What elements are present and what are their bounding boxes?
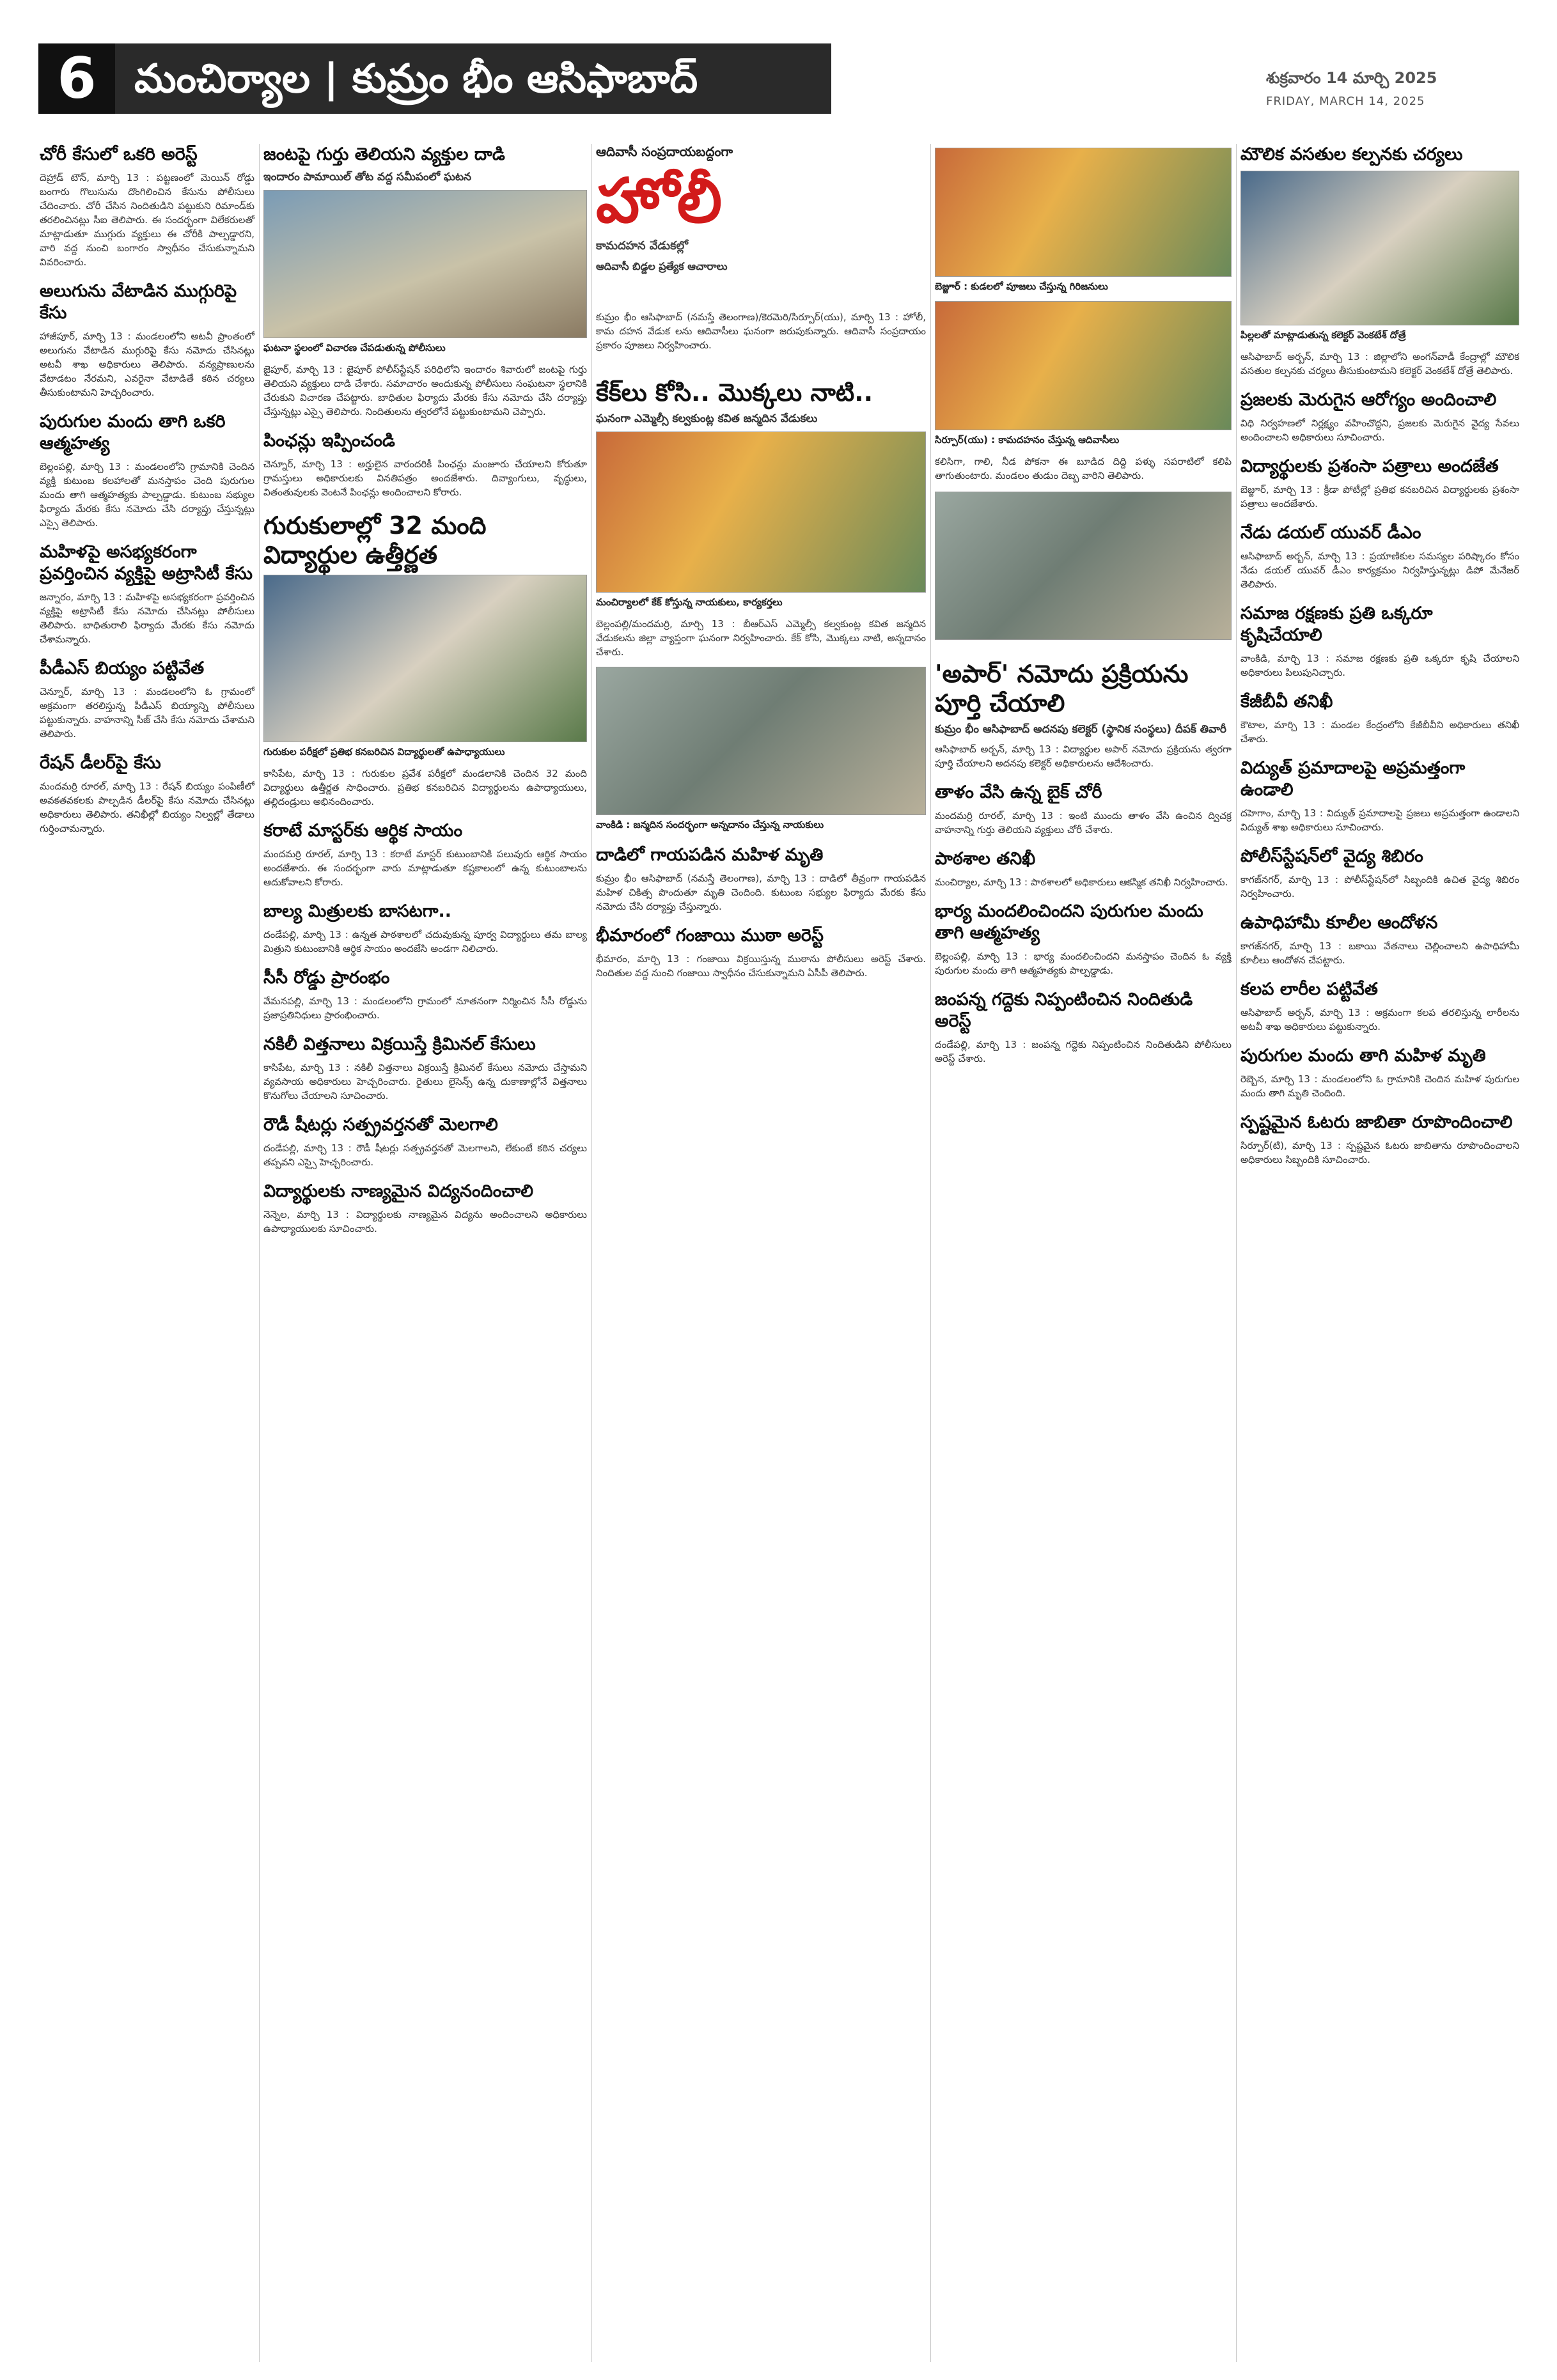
article-headline: బాల్య మిత్రులకు బాసటగా.. bbox=[263, 901, 452, 921]
column-divider bbox=[259, 144, 260, 2362]
article-body: కాసిపేట, మార్చి 13 : నకిలీ విత్తనాలు విక్రయిస్తే క్రిమినల్ కేసులు నమోదు చేస్తామని వ్యవసాయ అధికారులు హెచ్చరించారు. రైతులు లైసెన్స్ ఉన్న దుకాణాల్లోనే విత్తనాలు కొనుగోలు చేయాలని సూచించారు. bbox=[263, 1062, 587, 1101]
article-headline: పురుగుల మందు తాగి ఒకరి ఆత్మహత్య bbox=[40, 412, 226, 453]
article-headline: స్పష్టమైన ఓటరు జాబితా రూపొందించాలి bbox=[1240, 1112, 1513, 1132]
article-headline: నకిలీ విత్తనాలు విక్రయిస్తే క్రిమినల్ కేసులు bbox=[263, 1034, 536, 1054]
article-body: జైపూర్, మార్చి 13 : జైపూర్ పోలీస్‌స్టేషన్ పరిధిలోని ఇందారం శివారులో జంటపై గుర్తు తెలియని వ్యక్తులు దాడి చేశారు. సమాచారం అందుకున్న పోలీసులు సంఘటనా స్థలానికి చేరుకుని విచారణ చేపట్టారు. బాధితుల ఫిర్యాదు మేరకు కేసు నమోదు చేసి దర్యాప్తు చేస్తున్నట్లు ఎస్సై తెలిపారు. నిందితులను త్వరలోనే పట్టుకుంటామని చెప్పారు. bbox=[263, 364, 587, 417]
article-headline: చోరీ కేసులో ఒకరి అరెస్ట్ bbox=[40, 144, 198, 164]
news-photo bbox=[935, 492, 1232, 640]
holi-title: హోలీ bbox=[596, 165, 723, 237]
column-divider bbox=[591, 144, 592, 2362]
article-body: మందమర్రి రూరల్, మార్చి 13 : ఇంటి ముందు తాళం వేసి ఉంచిన ద్విచక్ర వాహనాన్ని గుర్తు తెలియని వ్యక్తులు చోరీ చేశారు. bbox=[935, 810, 1232, 836]
article bbox=[1240, 456, 1519, 511]
article bbox=[40, 144, 254, 269]
article-body: బెల్లంపల్లి, మార్చి 13 : మండలంలోని గ్రామానికి చెందిన వ్యక్తి కుటుంబ కలహాలతో మనస్తాపం చెంది పురుగుల మందు తాగి ఆత్మహత్యకు పాల్పడ్డాడు. కుటుంబ సభ్యుల ఫిర్యాదు మేరకు కేసు నమోదు చేసి దర్యాప్తు చేస్తున్నట్లు ఎస్సై తెలిపారు. bbox=[40, 461, 254, 529]
holi-note: ఆదివాసీ బిడ్డల ప్రత్యేక ఆచారాలు bbox=[596, 260, 728, 272]
article-kicker: కుమ్రం భీం ఆసిఫాబాద్ అదనపు కలెక్టర్ (స్థానిక సంస్థలు) దీపక్ తివారీ bbox=[935, 723, 1226, 736]
article-body: హాజీపూర్, మార్చి 13 : మండలంలోని అటవీ ప్రాంతంలో అలుగును వేటాడిన ముగ్గురిపై కేసు నమోదు చేసినట్లు అటవీ శాఖ అధికారులు తెలిపారు. వన్యప్రాణులను వేటాడటం నేరమని, ఎవరైనా వేటాడితే కఠిన చర్యలు తీసుకుంటామని హెచ్చరించారు. bbox=[40, 331, 254, 398]
article bbox=[40, 658, 254, 741]
article bbox=[263, 1181, 587, 1236]
article bbox=[263, 1114, 587, 1169]
article bbox=[1240, 912, 1519, 967]
article-body: కాగజ్‌నగర్, మార్చి 13 : పోలీస్‌స్టేషన్‌లో సిబ్బందికి ఉచిత వైద్య శిబిరం నిర్వహించారు. bbox=[1240, 874, 1519, 899]
article-headline: రేషన్ డీలర్‌పై కేసు bbox=[40, 753, 161, 773]
date-telugu: శుక్రవారం 14 మార్చి 2025 bbox=[1266, 69, 1437, 87]
article bbox=[263, 511, 587, 809]
article bbox=[263, 1034, 587, 1103]
article bbox=[263, 430, 587, 499]
article-body: కుమ్రం భీం ఆసిఫాబాద్ (నమస్తే తెలంగాణ), మార్చి 13 : దాడిలో తీవ్రంగా గాయపడిన మహిళ చికిత్స పొందుతూ మృతి చెందింది. కుటుంబ సభ్యుల ఫిర్యాదు మేరకు కేసు నమోదు చేసి దర్యాప్తు చేస్తున్నారు. bbox=[596, 873, 926, 912]
article-body: వాంకిడి, మార్చి 13 : సమాజ రక్షణకు ప్రతి ఒక్కరూ కృషి చేయాలని అధికారులు పిలుపునిచ్చారు. bbox=[1240, 653, 1519, 678]
article-body: దెహ్రాడ్ టౌన్, మార్చి 13 : పట్టణంలో మెయిన్ రోడ్డు బంగారు గొలుసును దొంగిలించిన కేసును పోలీసులు చేదించారు. చోరీ చేసిన నిందితుడిని పట్టుకుని రిమాండ్‌కు తరలించినట్లు సీఐ తెలిపారు. ఈ సందర్భంగా విలేకరులతో మాట్లాడుతూ ముగ్గురు వ్యక్తులు ఈ చోరీకి పాల్పడ్డారని, వారి వద్ద నుంచి బంగారం స్వాధీనం చేసుకున్నామని వివరించారు. bbox=[40, 172, 254, 268]
article-headline: విద్యార్థులకు నాణ్యమైన విద్యనందించాలి bbox=[263, 1181, 534, 1201]
article-body: కాగజ్‌నగర్, మార్చి 13 : బకాయి వేతనాలు చెల్లించాలని ఉపాధిహామీ కూలీలు ఆందోళన చేపట్టారు. bbox=[1240, 940, 1519, 966]
photo-caption: ఘటనా స్థలంలో విచారణ చేపడుతున్న పోలీసులు bbox=[263, 342, 446, 354]
article bbox=[1240, 846, 1519, 901]
column-3 bbox=[596, 144, 926, 2362]
article bbox=[1240, 603, 1519, 680]
article-headline: నేడు డయల్ యువర్ డీఎం bbox=[1240, 523, 1421, 543]
article-body: బెజ్జూర్, మార్చి 13 : క్రీడా పోటీల్లో ప్రతిభ కనబరిచిన విద్యార్థులకు ప్రశంసా పత్రాలు అందజేశారు. bbox=[1240, 484, 1519, 509]
article-body: ఆసిఫాబాద్ అర్బన్, మార్చి 13 : విద్యార్థుల అపార్ నమోదు ప్రక్రియను త్వరగా పూర్తి చేయాలని అదనపు కలెక్టర్ అధికారులను ఆదేశించారు. bbox=[935, 743, 1232, 769]
date-english: FRIDAY, MARCH 14, 2025 bbox=[1266, 95, 1425, 108]
article-body: జన్నారం, మార్చి 13 : మహిళపై అసభ్యకరంగా ప్రవర్తించిన వ్యక్తిపై అట్రాసిటీ కేసు నమోదు చేసినట్లు పోలీసులు తెలిపారు. బాధితురాలి ఫిర్యాదు మేరకు కేసు నమోదు చేశామన్నారు. bbox=[40, 591, 254, 645]
article-body: కౌటాల, మార్చి 13 : మండల కేంద్రంలోని కేజీబీవీని అధికారులు తనిఖీ చేశారు. bbox=[1240, 719, 1519, 745]
article-headline: సీసీ రోడ్డు ప్రారంభం bbox=[263, 968, 390, 988]
news-photo bbox=[596, 432, 926, 593]
article bbox=[935, 848, 1232, 889]
article-body: మంచిర్యాల, మార్చి 13 : పాఠశాలలో అధికారులు ఆకస్మిక తనిఖీ నిర్వహించారు. bbox=[935, 876, 1228, 888]
news-photo bbox=[263, 575, 587, 742]
article-body: సిర్పూర్(టి), మార్చి 13 : స్పష్టమైన ఓటరు జాబితాను రూపొందించాలని అధికారులు సిబ్బందికి సూచించారు. bbox=[1240, 1140, 1519, 1165]
article-body: దండేపల్లి, మార్చి 13 : రౌడీ షీటర్లు సత్ప్రవర్తనతో మెలగాలని, లేకుంటే కఠిన చర్యలు తప్పవని ఎస్సై హెచ్చరించారు. bbox=[263, 1142, 587, 1168]
page-title: మంచిర్యాల | కుమ్రం భీం ఆసిఫాబాద్ bbox=[134, 55, 698, 102]
article-headline: తాళం వేసి ఉన్న బైక్ చోరీ bbox=[935, 782, 1102, 802]
article bbox=[263, 901, 587, 956]
article-headline: భార్య మందలించిందని పురుగుల మందు తాగి ఆత్మహత్య bbox=[935, 901, 1203, 943]
article-body: చెన్నూర్, మార్చి 13 : మండలంలోని ఓ గ్రామంలో అక్రమంగా తరలిస్తున్న పీడీఎస్ బియ్యాన్ని పోలీసులు పట్టుకున్నారు. వాహనాన్ని సీజ్ చేసి కేసు నమోదు చేశామని తెలిపారు. bbox=[40, 686, 254, 740]
article-headline: కరాటే మాస్టర్‌కు ఆర్థిక సాయం bbox=[263, 821, 463, 841]
column-2 bbox=[263, 144, 587, 2362]
news-photo bbox=[1240, 171, 1519, 325]
article-kicker: ఇందారం పామాయిల్ తోట వద్ద సమీపంలో ఘటన bbox=[263, 171, 472, 183]
article bbox=[40, 541, 254, 646]
article-headline: భీమారంలో గంజాయి ముఠా అరెస్ట్ bbox=[596, 926, 824, 945]
news-photo bbox=[263, 190, 587, 338]
photo-caption: పిల్లలతో మాట్లాడుతున్న కలెక్టర్ వెంకటేశ్ దోత్రే bbox=[1240, 329, 1406, 341]
news-photo bbox=[596, 667, 926, 815]
article-headline: పురుగుల మందు తాగి మహిళ మృతి bbox=[1240, 1046, 1486, 1066]
article-headline: మౌలిక వసతుల కల్పనకు చర్యలు bbox=[1240, 144, 1463, 164]
masthead bbox=[38, 43, 831, 114]
column-4 bbox=[935, 144, 1232, 2362]
article bbox=[40, 752, 254, 836]
article-headline: పోలీస్‌స్టేషన్‌లో వైద్య శిబిరం bbox=[1240, 846, 1423, 866]
article-headline: జంపన్న గద్దెకు నిప్పంటించిన నిందితుడి అరెస్ట్ bbox=[935, 990, 1193, 1031]
article bbox=[935, 659, 1232, 770]
article bbox=[1240, 1045, 1519, 1100]
column-divider bbox=[1236, 144, 1237, 2362]
article-headline: విద్యార్థులకు ప్రశంసా పత్రాలు అందజేత bbox=[1240, 456, 1499, 476]
article bbox=[40, 281, 254, 400]
article bbox=[1240, 144, 1519, 378]
column-1 bbox=[40, 144, 254, 2362]
article-headline: కలప లారీల పట్టివేత bbox=[1240, 979, 1378, 999]
article bbox=[935, 782, 1232, 837]
article-headline: పింఛన్లు ఇప్పించండి bbox=[263, 431, 395, 451]
holi-feature-heading bbox=[596, 144, 926, 310]
article-headline: 'అపార్' నమోదు ప్రక్రియను పూర్తి చేయాలి bbox=[935, 660, 1189, 717]
article bbox=[1240, 758, 1519, 834]
article-headline: మహిళపై అసభ్యకరంగా ప్రవర్తించిన వ్యక్తిపై అట్రాసిటీ కేసు bbox=[40, 542, 253, 584]
article-headline: ఉపాధిహామీ కూలీల ఆందోళన bbox=[1240, 913, 1438, 933]
article-body: ఆసిఫాబాద్ అర్బన్, మార్చి 13 : అక్రమంగా కలప తరలిస్తున్న లారీలను అటవీ శాఖ అధికారులు పట్టుకున్నారు. bbox=[1240, 1007, 1519, 1032]
article-body: బెల్లంపల్లి/మందమర్రి, మార్చి 13 : బీఆర్ఎస్ ఎమ్మెల్సీ కల్వకుంట్ల కవిత జన్మదిన వేడుకలను జిల్లా వ్యాప్తంగా ఘనంగా నిర్వహించారు. కేక్ కోసి, మొక్కలు నాటి, అన్నదానం చేశారు. bbox=[596, 618, 926, 658]
page-number: 6 bbox=[38, 43, 115, 114]
article-body: విధి నిర్వహణలో నిర్లక్ష్యం వహించొద్దని, ప్రజలకు మెరుగైన వైద్య సేవలు అందించాలని అధికారులు సూచించారు. bbox=[1240, 417, 1519, 443]
article bbox=[935, 901, 1232, 977]
article-body: నెన్నెల, మార్చి 13 : విద్యార్థులకు నాణ్యమైన విద్యను అందించాలని అధికారులు ఉపాధ్యాయులకు సూచించారు. bbox=[263, 1209, 587, 1234]
article-body: వేమనపల్లి, మార్చి 13 : మండలంలోని గ్రామంలో నూతనంగా నిర్మించిన సీసీ రోడ్డును ప్రజాప్రతినిధులు ప్రారంభించారు. bbox=[263, 995, 587, 1021]
dateline bbox=[1266, 69, 1535, 108]
article bbox=[40, 411, 254, 530]
article bbox=[263, 144, 587, 419]
article-body: రెబ్బెన, మార్చి 13 : మండలంలోని ఓ గ్రామానికి చెందిన మహిళ పురుగుల మందు తాగి మృతి చెందింది. bbox=[1240, 1073, 1519, 1099]
photo-caption: సిర్పూర్(యు) : కామదహనం చేస్తున్న ఆదివాసీలు bbox=[935, 434, 1120, 446]
article-headline: అలుగును వేటాడిన ముగ్గురిపై కేసు bbox=[40, 281, 237, 323]
column-5 bbox=[1240, 144, 1519, 2362]
article bbox=[596, 844, 926, 914]
article-headline: పీడీఎస్ బియ్యం పట్టివేత bbox=[40, 658, 205, 678]
article bbox=[596, 378, 926, 833]
article-body: ఆసిఫాబాద్ అర్బన్, మార్చి 13 : జిల్లాలోని అంగన్‌వాడీ కేంద్రాల్లో మౌలిక వసతుల కల్పనకు చర్యలు తీసుకుంటామని కలెక్టర్ వెంకటేశ్ దోత్రే తెలిపారు. bbox=[1240, 351, 1519, 377]
article-body: కాసిపేట, మార్చి 13 : గురుకుల ప్రవేశ పరీక్షలో మండలానికి చెందిన 32 మంది విద్యార్థులు ఉత్తీర్ణత సాధించారు. ప్రతిభ కనబరిచిన విద్యార్థులను ఉపాధ్యాయులు, తల్లిదండ్రులు అభినందించారు. bbox=[263, 768, 587, 807]
article bbox=[1240, 522, 1519, 591]
article-headline: గురుకులాల్లో 32 మంది విద్యార్థుల ఉత్తీర్ణత bbox=[263, 511, 487, 569]
photo-caption: బెజ్జూర్ : కుడలలో పూజలు చేస్తున్న గిరిజనులు bbox=[935, 281, 1108, 292]
article-body: బెల్లంపల్లి, మార్చి 13 : భార్య మందలించిందని మనస్తాపం చెందిన ఓ వ్యక్తి పురుగుల మందు తాగి ఆత్మహత్యకు పాల్పడ్డాడు. bbox=[935, 951, 1232, 976]
article-kicker: ఘనంగా ఎమ్మెల్సీ కల్వకుంట్ల కవిత జన్మదిన వేడుకలు bbox=[596, 412, 818, 425]
news-photo bbox=[935, 301, 1232, 430]
column-divider bbox=[930, 144, 931, 2362]
photo-caption: గురుకుల పరీక్షలో ప్రతిభ కనబరిచిన విద్యార్థులతో ఉపాధ్యాయులు bbox=[263, 746, 505, 758]
article-body: చెన్నూర్, మార్చి 13 : అర్హులైన వారందరికీ పింఛన్లు మంజూరు చేయాలని కోరుతూ గ్రామస్తులు అధికారులకు వినతిపత్రం అందజేశారు. దివ్యాంగులు, వృద్ధులు, వితంతువులకు వెంటనే పింఛన్లు అందించాలని కోరారు. bbox=[263, 458, 587, 498]
article-body: దండేపల్లి, మార్చి 13 : ఉన్నత పాఠశాలలో చదువుకున్న పూర్వ విద్యార్థులు తమ బాల్య మిత్రుని కుటుంబానికి ఆర్థిక సాయం అందజేసి అండగా నిలిచారు. bbox=[263, 929, 587, 954]
article bbox=[1240, 389, 1519, 444]
article-headline: దాడిలో గాయపడిన మహిళ మృతి bbox=[596, 845, 824, 865]
article-body: ఆసిఫాబాద్ అర్బన్, మార్చి 13 : ప్రయాణికుల సమస్యల పరిష్కారం కోసం నేడు డయల్ యువర్ డీఎం కార్యక్రమం నిర్వహిస్తున్నట్లు డిపో మేనేజర్ తెలిపారు. bbox=[1240, 550, 1519, 590]
article-headline: సమాజ రక్షణకు ప్రతి ఒక్కరూ కృషిచేయాలి bbox=[1240, 603, 1433, 645]
article-headline: పాఠశాల తనిఖీ bbox=[935, 849, 1036, 869]
holi-pretitle: ఆదివాసీ సంప్రదాయబద్దంగా bbox=[596, 144, 733, 159]
article-headline: కేక్‌లు కోసి.. మొక్కలు నాటి.. bbox=[596, 378, 873, 407]
article-headline: రౌడీ షీటర్లు సత్ప్రవర్తనతో మెలగాలి bbox=[263, 1115, 498, 1135]
article bbox=[1240, 979, 1519, 1034]
article bbox=[1240, 1112, 1519, 1167]
photo-caption: వాంకిడి : జన్మదిన సందర్భంగా అన్నదానం చేస్తున్న నాయకులు bbox=[596, 819, 824, 830]
article bbox=[935, 989, 1232, 1066]
article-body: మందమర్రి రూరల్, మార్చి 13 : రేషన్ బియ్యం పంపిణీలో అవకతవకలకు పాల్పడిన డీలర్‌పై కేసు నమోదు చేసినట్లు అధికారులు తెలిపారు. తనిఖీల్లో బియ్యం నిల్వల్లో తేడాలు గుర్తించామన్నారు. bbox=[40, 781, 254, 834]
news-photo bbox=[935, 148, 1232, 277]
article-body: మందమర్రి రూరల్, మార్చి 13 : కరాటే మాస్టర్ కుటుంబానికి పలువురు ఆర్థిక సాయం అందజేశారు. ఈ సందర్భంగా వారు మాట్లాడుతూ కష్టకాలంలో ఉన్న కుటుంబాలను ఆదుకోవాలని కోరారు. bbox=[263, 848, 587, 888]
holi-subtitle: కామదహన వేడుకల్లో bbox=[596, 239, 689, 253]
article-body: దహెగాం, మార్చి 13 : విద్యుత్ ప్రమాదాలపై ప్రజలు అప్రమత్తంగా ఉండాలని విద్యుత్ శాఖ అధికారులు సూచించారు. bbox=[1240, 807, 1519, 833]
article-headline: కేజీబీవీ తనిఖీ bbox=[1240, 692, 1333, 712]
article-body: దండేపల్లి, మార్చి 13 : జంపన్న గద్దెకు నిప్పంటించిన నిందితుడిని పోలీసులు అరెస్ట్ చేశారు. bbox=[935, 1039, 1232, 1064]
article bbox=[596, 925, 926, 980]
article bbox=[263, 820, 587, 889]
article-body: భీమారం, మార్చి 13 : గంజాయి విక్రయిస్తున్న ముఠాను పోలీసులు అరెస్ట్ చేశారు. నిందితుల వద్ద నుంచి గంజాయి స్వాధీనం చేసుకున్నామని ఏసీపీ తెలిపారు. bbox=[596, 953, 926, 979]
article-body: కలిసిగా, గాలి, నీడ పోకనా ఈ బూడిద దిద్ది పళ్ళు సపరాటిలో కలిపి తాగుతుంటారు. మండలం తుడుం దెబ్బ వారిని తెలిపారు. bbox=[935, 456, 1232, 481]
photo-caption: మంచిర్యాలలో కేక్ కోస్తున్న నాయకులు, కార్యకర్తలు bbox=[596, 596, 783, 608]
article-body: కుమ్రం భీం ఆసిఫాబాద్ (నమస్తే తెలంగాణ)/కెరమెరి/సిర్పూర్(యు), మార్చి 13 : హోలీ, కామ దహన వేడుక లను ఆదివాసీలు ఘనంగా జరుపుకున్నారు. ఆదివాసీ సంప్రదాయం ప్రకారం పూజలు నిర్వహించారు. bbox=[596, 311, 926, 351]
article bbox=[263, 967, 587, 1022]
article bbox=[1240, 691, 1519, 746]
article-headline: విద్యుత్ ప్రమాదాలపై అప్రమత్తంగా ఉండాలి bbox=[1240, 758, 1466, 800]
article-headline: జంటపై గుర్తు తెలియని వ్యక్తుల దాడి bbox=[263, 144, 505, 164]
article-headline: ప్రజలకు మెరుగైన ఆరోగ్యం అందించాలి bbox=[1240, 390, 1497, 410]
